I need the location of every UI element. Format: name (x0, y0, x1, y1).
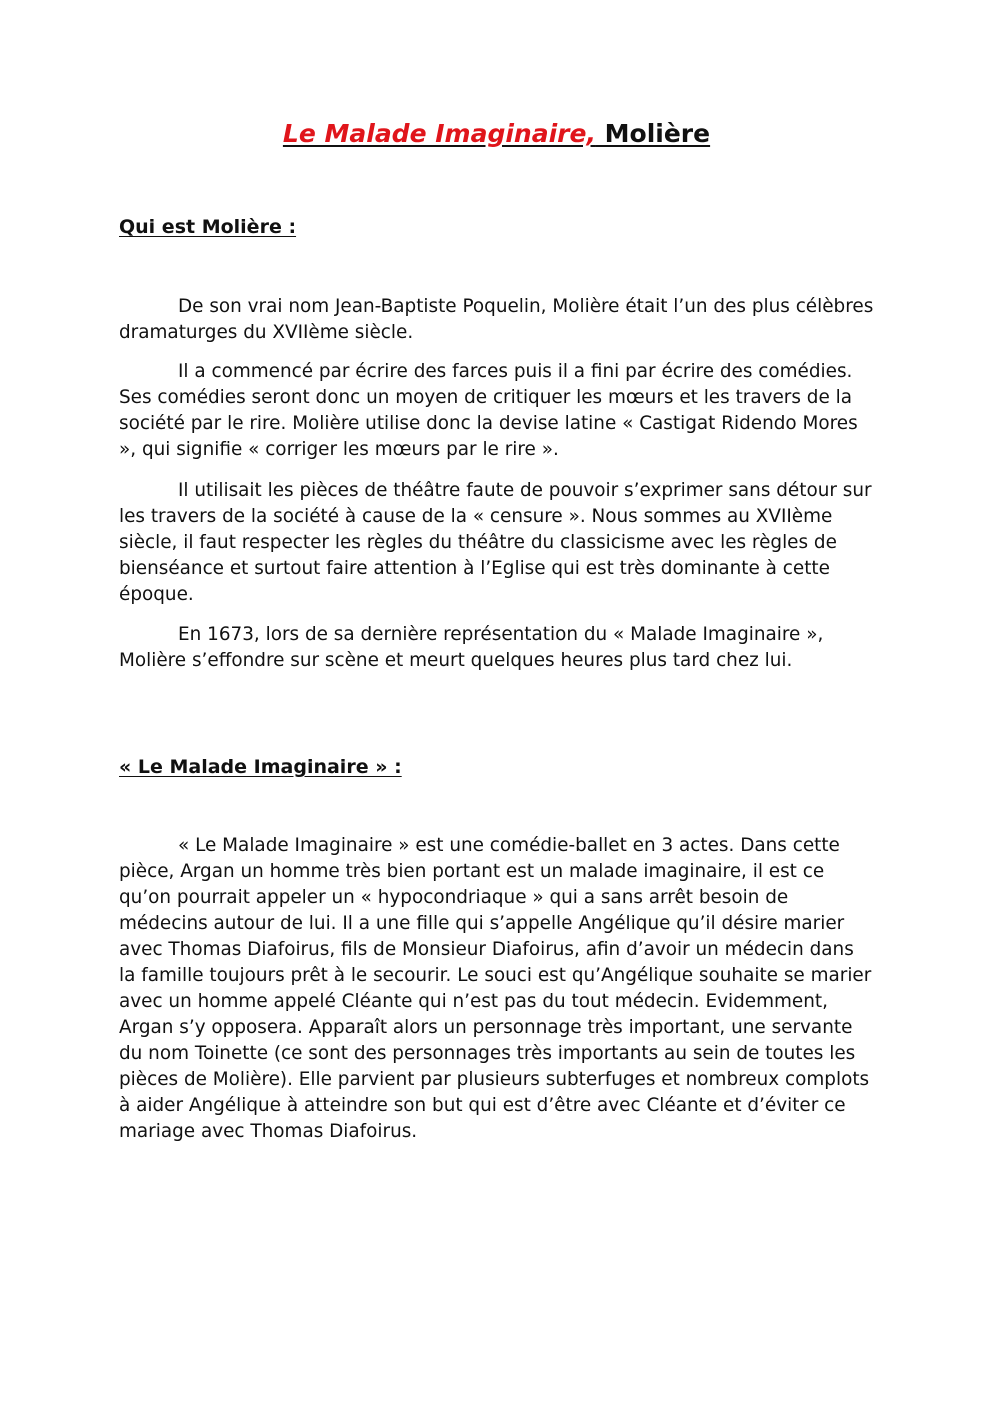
paragraph-farces-comedies: Il a commencé par écrire des farces puis il a fini par écrire des comédies. Ses comédies seront donc un moyen de critiquer les mœurs et les travers de la société par le rire. Molière utilise donc la devise latine « Castigat Ridendo Mores », qui signifie « corriger les mœurs par le rire ». (119, 361, 858, 460)
paragraph-censure: Il utilisait les pièces de théâtre faute de pouvoir s’exprimer sans détour sur les travers de la société à cause de la « censure ». Nous sommes au XVIIème siècle, il faut respecter les règles du théâtre du classicisme avec les règles de bienséance et surtout faire attention à l’Eglise qui est très dominante à cette époque. (119, 480, 872, 605)
paragraph-biography: De son vrai nom Jean-Baptiste Poquelin, Molière était l’un des plus célèbres dramaturges du XVIIème siècle. (119, 296, 874, 343)
document-title (0, 117, 993, 151)
title-play-name: Le Malade Imaginaire, (282, 119, 596, 148)
paragraph-summary: « Le Malade Imaginaire » est une comédie-ballet en 3 actes. Dans cette pièce, Argan un homme très bien portant est un malade imaginaire, il est ce qu’on pourrait appeler un « hypocondriaque » qui a sans arrêt besoin de médecins autour de lui. Il a une fille qui s’appelle Angélique qu’il désire marier avec Thomas Diafoirus, fils de Monsieur Diafoirus, afin d’avoir un médecin dans la famille toujours prêt à le secourir. Le souci est qu’Angélique souhaite se marier avec un homme appelé Cléante qui n’est pas du tout médecin. Evidemment, Argan s’y opposera. Apparaît alors un personnage très important, une servante du nom Toinette (ce sont des personnages très importants au sein de toutes les pièces de Molière). Elle parvient par plusieurs subterfuges et nombreux complots à aider Angélique à atteindre son but qui est d’être avec Cléante et d’éviter ce mariage avec Thomas Diafoirus. (119, 835, 872, 1142)
paragraph-death: En 1673, lors de sa dernière représentation du « Malade Imaginaire », Molière s’effondre sur scène et meurt quelques heures plus tard chez lui. (119, 624, 824, 671)
section-heading-malade-imaginaire: « Le Malade Imaginaire » : (119, 756, 402, 778)
title-author: Molière (595, 119, 711, 148)
section-heading-qui-est-moliere: Qui est Molière : (119, 216, 297, 238)
